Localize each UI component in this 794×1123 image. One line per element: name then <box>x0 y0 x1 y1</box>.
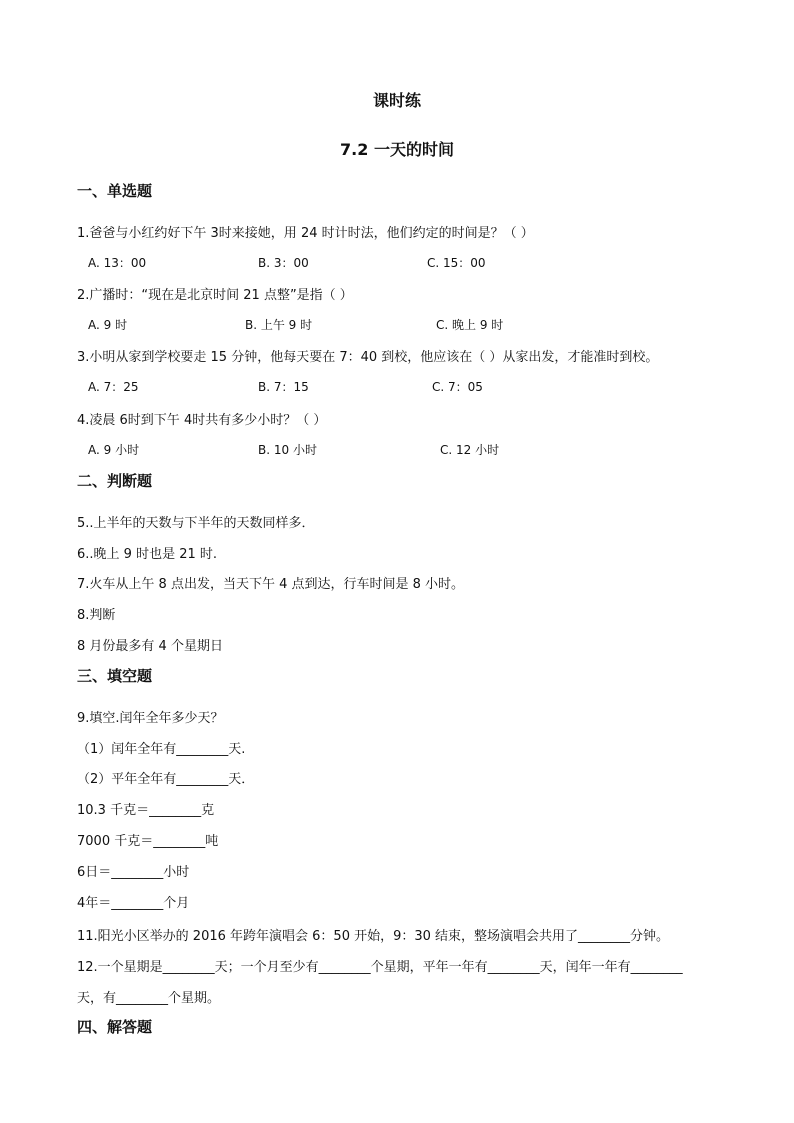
question-10-line-1: 10.3 千克＝________克 <box>77 803 215 818</box>
q3-option-b: B. 7：15 <box>258 380 309 394</box>
q1-option-c: C. 15：00 <box>427 256 486 270</box>
question-12-line-1: 12.一个星期是________天；一个月至少有________个星期，平年一年有________天，闰年一年有________ <box>77 960 683 975</box>
q1-option-a: A. 13：00 <box>88 256 147 270</box>
question-10-line-2: 7000 千克＝________吨 <box>77 834 219 849</box>
question-9: 9.填空.闰年全年多少天？ <box>77 711 224 726</box>
q2-option-c: C. 晚上 9 时 <box>436 318 504 332</box>
q1-option-b: B. 3：00 <box>258 256 309 270</box>
section-heading-2: 二、判断题 <box>77 472 153 490</box>
question-2: 2.广播时：“现在是北京时间 21 点整”是指（ ） <box>77 288 353 303</box>
section-heading-1: 一、单选题 <box>77 182 153 200</box>
document-subtitle: 7.2 一天的时间 <box>340 140 454 159</box>
question-9-part-1: （1）闰年全年有________天. <box>77 742 246 757</box>
question-8-statement: 8 月份最多有 4 个星期日 <box>77 639 223 654</box>
document-title: 课时练 <box>372 91 421 110</box>
q4-option-a: A. 9 小时 <box>88 443 140 457</box>
question-10-line-4: 4年＝________个月 <box>77 896 190 911</box>
question-3: 3.小明从家到学校要走 15 分钟，他每天要在 7：40 到校，他应该在（ ）从家出发，才能准时到校。 <box>77 350 659 365</box>
question-9-part-2: （2）平年全年有________天． <box>77 772 255 787</box>
question-12-line-2: 天，有________个星期。 <box>77 991 221 1006</box>
question-7: 7.火车从上午 8 点出发，当天下午 4 点到达，行车时间是 8 小时。 <box>77 577 465 592</box>
question-6: 6..晚上 9 时也是 21 时. <box>77 547 218 562</box>
q2-option-a: A. 9 时 <box>88 318 128 332</box>
q2-option-b: B. 上午 9 时 <box>245 318 313 332</box>
q4-option-b: B. 10 小时 <box>258 443 317 457</box>
q4-option-c: C. 12 小时 <box>440 443 500 457</box>
section-heading-3: 三、填空题 <box>77 667 153 685</box>
question-4: 4.凌晨 6时到下午 4时共有多少小时？（ ） <box>77 413 327 428</box>
question-10-line-3: 6日＝________小时 <box>77 865 190 880</box>
question-8: 8.判断 <box>77 608 116 623</box>
question-11: 11.阳光小区举办的 2016 年跨年演唱会 6：50 开始，9：30 结束，整场演唱会共用了________分钟。 <box>77 929 670 944</box>
q3-option-c: C. 7：05 <box>432 380 483 394</box>
question-5: 5..上半年的天数与下半年的天数同样多． <box>77 516 315 531</box>
question-1: 1.爸爸与小红约好下午 3时来接她，用 24 时计时法，他们约定的时间是？（ ） <box>77 226 534 241</box>
q3-option-a: A. 7：25 <box>88 380 139 394</box>
section-heading-4: 四、解答题 <box>77 1018 153 1036</box>
